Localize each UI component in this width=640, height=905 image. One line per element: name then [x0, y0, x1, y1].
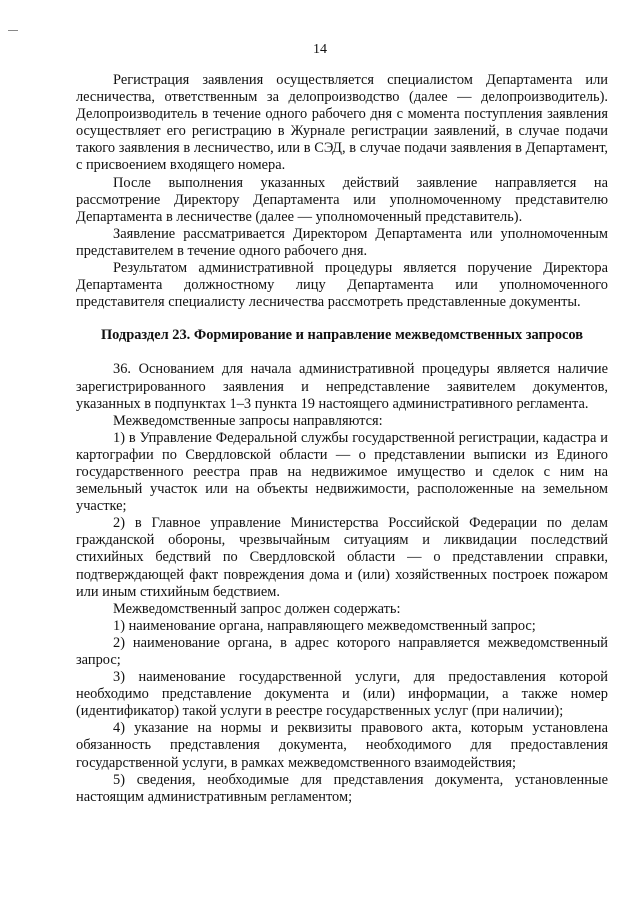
paragraph: 36. Основанием для начала административной процедуры является наличие зарегистрированного заявления и непредставление заявителем документов, указанных в подпунктах 1–3 пункта 19 настоящего административного регламента. [76, 361, 608, 412]
list-item: 1) наименование органа, направляющего межведомственный запрос; [113, 617, 536, 634]
paragraph: Межведомственные запросы направляются: [113, 412, 383, 429]
paragraph: После выполнения указанных действий заявление направляется на рассмотрение Директору Департамента или уполномоченному представителю Департамента в лесничестве (далее — уполномоченный представитель). [76, 174, 608, 225]
section-heading: Подраздел 23. Формирование и направление межведомственных запросов [100, 327, 584, 344]
paragraph: Результатом административной процедуры является поручение Директора Департамента должностному лицу Департамента или уполномоченного представителя специалисту лесничества рассмотреть представленные документы. [76, 260, 608, 311]
list-item: 5) сведения, необходимые для представления документа, установленные настоящим административным регламентом; [76, 771, 608, 805]
paragraph: Регистрация заявления осуществляется специалистом Департамента или лесничества, ответственным за делопроизводство (далее — делопроизводитель). Делопроизводитель в течение одного рабочего дня с момента поступления заявления осуществляет его регистрацию в Журнале регистрации заявлений, в случае подачи такого заявления в лесничество, или в СЭД, в случае подачи заявления в Департамент, с присвоением входящего номера. [76, 72, 608, 174]
margin-mark [8, 30, 18, 31]
list-item: 2) в Главное управление Министерства Российской Федерации по делам гражданской обороны, чрезвычайным ситуациям и ликвидации последствий стихийных бедствий по Свердловской области — о представлении справки, подтверждающей факт повреждения дома и (или) хозяйственных построек пожаром или иным стихийным бедствием. [76, 515, 608, 600]
list-item: 2) наименование органа, в адрес которого направляется межведомственный запрос; [76, 634, 608, 668]
list-item: 1) в Управление Федеральной службы государственной регистрации, кадастра и картографии по Свердловской области — о представлении выписки из Единого государственного реестра прав на недвижимое имущество и сделок с ним на земельный участок или на объекты недвижимости, расположенные на земельном участке; [76, 429, 608, 515]
list-item: 3) наименование государственной услуги, для предоставления которой необходимо представление документа и (или) информации, а также номер (идентификатор) такой услуги в реестре государственных услуг (при наличии); [76, 669, 608, 720]
paragraph: Межведомственный запрос должен содержать: [113, 600, 401, 617]
page-number: 14 [313, 42, 327, 57]
list-item: 4) указание на нормы и реквизиты правового акта, которым установлена обязанность представления документа, необходимого для предоставления государственной услуги, в рамках межведомственного взаимодействия; [76, 720, 608, 771]
page-body [76, 72, 608, 806]
paragraph: Заявление рассматривается Директором Департамента или уполномоченным представителем в течение одного рабочего дня. [76, 225, 608, 259]
